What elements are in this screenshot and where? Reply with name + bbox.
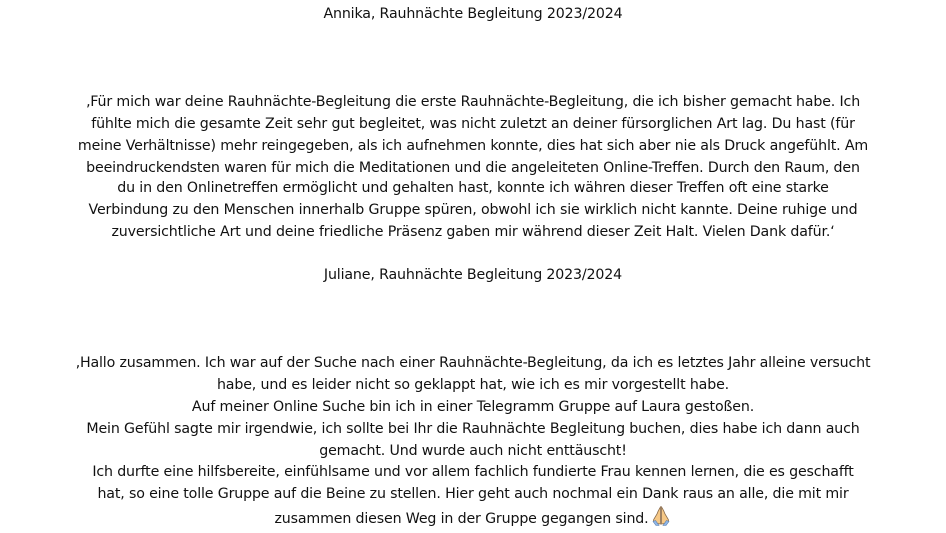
quote-line: meine Verhältnisse) mehr reingegeben, als ich aufnehmen konnte, dies hat sich aber nie als Druck angefühlt. Am [77,138,869,154]
quote-line: beeindruckendsten waren für mich die Meditationen und die angeleiteten Online-Treffen. Durch den Raum, den [86,160,860,176]
quote-line: Auf meiner Online Suche bin ich in einer Telegramm Gruppe auf Laura gestoßen. [191,399,755,415]
quote-line-text: zusammen diesen Weg in der Gruppe gegangen sind. [274,511,649,527]
quote-line: gemacht. Und wurde auch nicht enttäuscht! [319,443,627,459]
quote-line: habe, und es leider nicht so geklappt hat, wie ich es mir vorgestellt habe. [216,377,730,393]
quote-line: Mein Gefühl sagte mir irgendwie, ich sollte bei Ihr die Rauhnächte Begleitung buchen, dies habe ich dann auch [86,421,860,437]
quote-line: zuversichtliche Art und deine friedliche Präsenz gaben mir während dieser Zeit Halt. Vielen Dank dafür.‘ [111,224,835,240]
quote-line: ‚Hallo zusammen. Ich war auf der Suche nach einer Rauhnächte-Begleitung, da ich es letztes Jahr alleine versucht [75,355,871,371]
quote-line: ‚Für mich war deine Rauhnächte-Begleitung die erste Rauhnächte-Begleitung, die ich bisher gemacht habe. Ich [85,94,861,110]
quote-line-last [0,506,946,528]
testimonial-2-attribution: Juliane, Rauhnächte Begleitung 2023/2024 [323,267,623,283]
testimonial-1-attribution: Annika, Rauhnächte Begleitung 2023/2024 [323,6,623,22]
quote-line: fühlte mich die gesamte Zeit sehr gut begleitet, was nicht zuletzt an deiner fürsorglichen Art lag. Du hast (für [91,116,855,132]
quote-line: Ich durfte eine hilfsbereite, einfühlsame und vor allem fachlich fundierte Frau kennen lernen, die es geschafft [92,464,854,480]
quote-line: du in den Onlinetreffen ermöglicht und gehalten hast, konnte ich währen dieser Treffen oft eine starke [117,180,829,196]
quote-line: Verbindung zu den Menschen innerhalb Gruppe spüren, obwohl ich sie wirklich nicht kannte. Deine ruhige und [88,202,858,218]
quote-line: hat, so eine tolle Gruppe auf die Beine zu stellen. Hier geht auch nochmal ein Dank raus an alle, die mit mir [97,486,849,502]
